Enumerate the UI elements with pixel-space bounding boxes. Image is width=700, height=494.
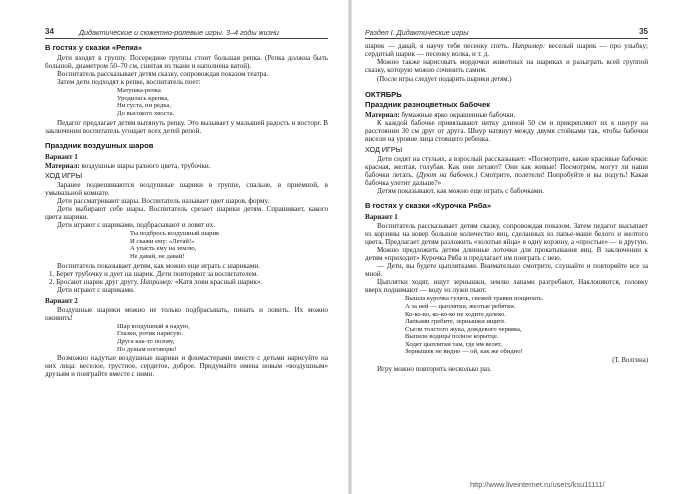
variant-2-title: Вариант 2 [45, 296, 78, 305]
verse-balloon [45, 230, 328, 260]
material-line [365, 111, 648, 119]
paragraph: Педагог предлагает детям вытянуть репку. Это вызывает у малышей радость и восторг. В заключении воспитатель угощает всех детей репой. [45, 118, 328, 135]
list-item-text: «Катя лови красный шарик». [174, 277, 263, 286]
left-column [45, 42, 328, 378]
verse-line: Выпили водицы полное корытце. [405, 333, 499, 341]
verse-line: Зернышек не видно — ой, как же обидно! [405, 348, 523, 356]
paragraph: Дети играют с шариками. [57, 285, 135, 294]
material-text: воздушные шары разного цвета, трубочки. [81, 161, 211, 170]
paragraph-text: Смотрите, полетели! Попробуйте и вы подуть! Какая бабочка улетит дальше?» [365, 170, 648, 187]
verse-line: Глазки, ротик нарисую. [117, 330, 183, 338]
verse-author: (Т. Волгина) [612, 357, 648, 365]
section-title-repka: В гостях у сказки «Репка» [45, 43, 143, 52]
verse-ryaba [365, 295, 648, 356]
paragraph: К каждой бабочке привязывают нитку длиной 50 см и прикрепляют их к шнуру на расстоянии 30 см друг от друга. Шнур натянут между двумя стойками так, чтобы бабочки висели на уровне лица стоящего ребенка. [365, 119, 648, 144]
verse-line: Матушка-репка [117, 87, 161, 95]
section-title-butterflies: Праздник разноцветных бабочек [365, 100, 491, 110]
material-label: Материал: [45, 161, 80, 170]
verse-line: Съели толстого жука, дождевого червяка, [405, 325, 522, 333]
section-title-ryaba: В гостях у сказки «Курочка Ряба» [365, 200, 492, 210]
example-label: Например: [140, 277, 174, 286]
verse-line: Ходят цыплятки там, где им велят, [405, 340, 502, 348]
verse-line: Шар воздушный я надую, [117, 322, 190, 330]
list-item: 1. Берет трубочку и дует на шарик. Дети повторяют за воспитателем. [49, 269, 259, 278]
paragraph: Дети выбирают себе шары. Воспитатель срезает шарики детям. Спрашивает, какого цвета шарики. [45, 205, 328, 222]
paragraph: Дети входят в группу. Посередине группы стоит большая репка. (Репка должна быть большой, диаметром 50–70 см, сшитая из ткани и наполнена ватой). [45, 54, 328, 71]
paragraph: Дети рассматривают шары. Воспитатель называет цвет шаров, форму. [57, 196, 270, 205]
paragraph: Возможно надутые воздушные шарики и фломастерами вместе с детьми нарисуйте на них лица: веселое, грустное, сердитое, доброе. Придумайте имена новым «воздушным» друзьям и поиграйте вместе с ними. [45, 354, 328, 379]
verse-line: Вышла курочка гулять, свежей травки пощипать. [405, 295, 544, 303]
variant-1-title: Вариант 1 [365, 212, 398, 221]
material-label: Материал: [365, 111, 400, 120]
verse-line: До высокого хвоста. [117, 110, 175, 118]
paragraph: — Дети, вы будете цыплятками. Внимательно смотрите, слушайте и повторяйте все за мной. [365, 262, 648, 279]
verse-repka [45, 87, 328, 117]
paragraph: Можно также нарисовать мордочки животных на шариках и разыграть всей группой сказку, которую можно сочинить самим. [365, 58, 648, 75]
verse-line: Ко-ко-ко, ко-ко-ко не ходите далеко. [405, 310, 506, 318]
paragraph [365, 42, 648, 58]
right-column [365, 42, 648, 373]
running-title-left: Дидактические и сюжетно-ролевые игры. 3–4 годы жизни [79, 28, 279, 37]
paragraph: Воспитатель рассказывает детям сказку, сопровождая показом театра. [57, 70, 269, 79]
verse-line: Друга как-то позову, [117, 338, 175, 346]
verse-line: Уродилась крепка, [117, 94, 169, 102]
paragraph: Цыплятки ходят, ищут зернышки, землю лапами разгребают, Наклоняются, головку вверх поднимают — воду из лужи пьют. [365, 278, 648, 295]
verse-line: По душам поговорю! [117, 345, 177, 353]
paragraph-text: Дети сидят на стульях, а взрослый рассказывает: «Посмотрите, какие красивые бабочки: красная, желтая, голубая. Как они летают? Они как живые! Посмотрим, могут ли наши бабочки летать. [365, 154, 648, 179]
verse-line: Ни густа, ни редка, [117, 102, 171, 110]
paragraph [365, 155, 648, 187]
verse-line: Не давай, не давай! [130, 252, 185, 260]
paragraph: Дети играют с шариками, подбрасывают и ловят их. [57, 221, 216, 230]
stage-direction: (Дуют на бабочек.) [416, 170, 478, 179]
note: (После игры следует подарить шарики детям.) [377, 76, 512, 84]
verse-balloon-2 [45, 323, 328, 353]
paragraph: Можно предложить детям длинные лоточки для прокатывания яиц. В заключении к детям «приходит» Курочка Ряба и предлагает им поиграть с нею. [365, 246, 648, 263]
material-text: бумажные ярко окрашенные бабочки. [401, 111, 516, 120]
header-rule-left [45, 38, 328, 39]
header-rule-right [365, 38, 648, 39]
paragraph: Затем дети подходят к репке, воспитатель поет: [57, 78, 201, 87]
paragraph-text: веселый шарик — про улыбку; сердитый шарик — песенку волка, и т. д. [365, 42, 648, 59]
paragraph: Воспитатель рассказывает детям сказку, сопровождая показом. Затем педагог высыпает из корзины на ковер большое количество яиц, сделанных из папье-маше белого и желтого цвета. Предлагает детям разложить «золотые яйца» в одну корзину, а «простые» — в другую. [365, 221, 648, 246]
watermark-url: http://www.liveinternet.ru/users/ksu11111/ [470, 480, 605, 489]
month-heading: ОКТЯБРЬ [365, 90, 402, 100]
example-label: Например: [512, 42, 546, 50]
list-item-text: 2. Бросают шарик друг другу. [49, 277, 139, 286]
variant-1-title: Вариант 1 [45, 152, 78, 161]
paragraph: Детям показывают, как можно еще играть с бабочками. [377, 186, 544, 195]
section-title-balloons: Праздник воздушных шаров [45, 140, 154, 150]
page-number-left: 34 [45, 27, 54, 36]
game-procedure-heading: ХОД ИГРЫ [45, 170, 83, 180]
page-number-right: 35 [639, 27, 648, 36]
running-title-right: Раздел I. Дидактические игры [365, 28, 469, 37]
paragraph: Воздушные шарики можно не только подбрасывать, пинать и ловить. Их можно оживить! [45, 305, 328, 322]
verse-line: И скажи ему: «Летай!» [130, 237, 195, 245]
verse-line: А упасть ему на землю, [130, 245, 197, 253]
paragraph: Воспитатель показывает детям, как можно еще играть с шариками. [57, 261, 260, 270]
paragraph: Заранее подвешиваются воздушные шарики в группе, спальне, в приемной, в умывальной комнате. [45, 180, 328, 197]
verse-line: А за ней — цыплятки, желтые ребятки. [405, 302, 516, 310]
right-page [350, 0, 700, 494]
paragraph: Игру можно повторить несколько раз. [377, 365, 492, 374]
paragraph-text: шарик — давай, я научу тебя песенку спеть. [365, 42, 509, 50]
verse-line: Лапками гребите, зернышки ищите. [405, 318, 506, 326]
list-item [45, 278, 328, 286]
verse-line: Ты подбрось воздушный шарик [130, 230, 220, 238]
game-procedure-heading: ХОД ИГРЫ [365, 144, 403, 154]
material-line [45, 162, 328, 170]
